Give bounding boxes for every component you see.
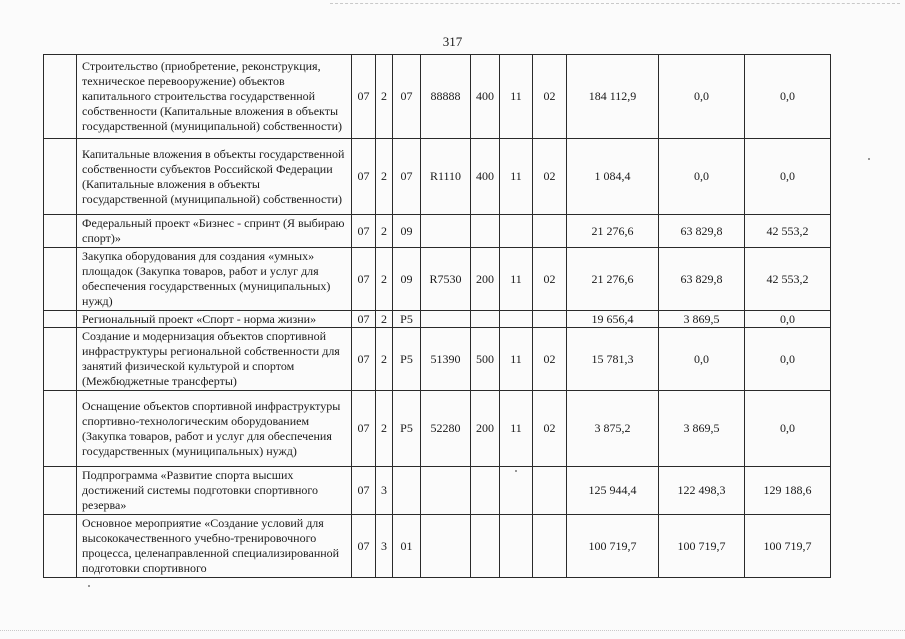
row-subsection: 2	[376, 328, 393, 391]
row-amount-year2: 63 829,8	[659, 248, 745, 311]
row-target-code: 88888	[421, 55, 471, 139]
row-index-cell	[44, 467, 77, 515]
scan-speck	[515, 470, 517, 472]
row-amount-year1: 19 656,4	[567, 311, 659, 328]
row-target-code: 52280	[421, 391, 471, 467]
row-code-a: 11	[500, 248, 533, 311]
scan-edge-bottom	[0, 630, 905, 631]
row-subsection: 2	[376, 311, 393, 328]
row-expense-type	[471, 311, 500, 328]
table-row	[44, 311, 831, 328]
row-name: Региональный проект «Спорт - норма жизни»	[77, 311, 352, 328]
row-subsection: 2	[376, 55, 393, 139]
row-code-b: 02	[533, 328, 567, 391]
row-subsection: 2	[376, 139, 393, 215]
row-section: 07	[352, 139, 376, 215]
row-code-b: 02	[533, 391, 567, 467]
row-code-a	[500, 515, 533, 578]
row-code-a: 11	[500, 328, 533, 391]
row-amount-year1: 21 276,6	[567, 215, 659, 248]
table-row	[44, 139, 831, 215]
row-code-b: 02	[533, 139, 567, 215]
row-index-cell	[44, 328, 77, 391]
row-subsection: 3	[376, 467, 393, 515]
row-subsection: 2	[376, 248, 393, 311]
row-expense-type: 500	[471, 328, 500, 391]
row-index-cell	[44, 311, 77, 328]
scan-speck	[88, 585, 90, 587]
row-index-cell	[44, 139, 77, 215]
row-code-b	[533, 515, 567, 578]
row-code-b	[533, 467, 567, 515]
row-name: Закупка оборудования для создания «умных» площадок (Закупка товаров, работ и услуг для обеспечения государственных (муниципальных) нужд)	[77, 248, 352, 311]
row-subsection: 3	[376, 515, 393, 578]
row-amount-year3: 0,0	[745, 55, 831, 139]
row-amount-year3: 42 553,2	[745, 248, 831, 311]
row-amount-year3: 42 553,2	[745, 215, 831, 248]
row-code-a: 11	[500, 391, 533, 467]
row-name: Основное мероприятие «Создание условий для высококачественного учебно-тренировочного процесса, целенаправленной специализированной подготовки спортивного	[77, 515, 352, 578]
row-target-code: R7530	[421, 248, 471, 311]
row-index-cell	[44, 515, 77, 578]
row-index-cell	[44, 391, 77, 467]
page-number: 317	[442, 34, 463, 49]
row-subsection: 2	[376, 215, 393, 248]
row-name: Строительство (приобретение, реконструкция, техническое перевооружение) объектов капитального строительства государственной собственности (Капитальные вложения в объекты государственной (муниципальной) собственности)	[77, 55, 352, 139]
row-index-cell	[44, 55, 77, 139]
row-program: 09	[393, 215, 421, 248]
row-index-cell	[44, 215, 77, 248]
row-amount-year3: 0,0	[745, 139, 831, 215]
row-amount-year2: 122 498,3	[659, 467, 745, 515]
row-amount-year1: 1 084,4	[567, 139, 659, 215]
row-subsection: 2	[376, 391, 393, 467]
row-expense-type	[471, 515, 500, 578]
scan-edge-top	[330, 3, 900, 4]
row-amount-year3: 0,0	[745, 391, 831, 467]
row-amount-year2: 0,0	[659, 139, 745, 215]
row-program: P5	[393, 311, 421, 328]
row-amount-year1: 100 719,7	[567, 515, 659, 578]
table-row	[44, 391, 831, 467]
row-code-a: 11	[500, 139, 533, 215]
row-section: 07	[352, 515, 376, 578]
row-amount-year1: 15 781,3	[567, 328, 659, 391]
row-code-a	[500, 215, 533, 248]
row-target-code	[421, 215, 471, 248]
row-target-code	[421, 515, 471, 578]
row-name: Подпрограмма «Развитие спорта высших достижений системы подготовки спортивного резерва»	[77, 467, 352, 515]
row-expense-type: 200	[471, 391, 500, 467]
row-code-a: 11	[500, 55, 533, 139]
row-code-b: 02	[533, 55, 567, 139]
row-expense-type	[471, 467, 500, 515]
row-name: Оснащение объектов спортивной инфраструктуры спортивно-технологическим оборудованием (Закупка товаров, работ и услуг для обеспечения государственных (муниципальных) нужд)	[77, 391, 352, 467]
row-program	[393, 467, 421, 515]
row-section: 07	[352, 248, 376, 311]
table-row	[44, 328, 831, 391]
row-amount-year3: 0,0	[745, 311, 831, 328]
row-code-b	[533, 311, 567, 328]
row-code-b	[533, 215, 567, 248]
row-target-code	[421, 467, 471, 515]
row-target-code: 51390	[421, 328, 471, 391]
row-amount-year2: 63 829,8	[659, 215, 745, 248]
row-section: 07	[352, 391, 376, 467]
row-target-code: R1110	[421, 139, 471, 215]
table-row	[44, 467, 831, 515]
table-row	[44, 215, 831, 248]
row-section: 07	[352, 55, 376, 139]
row-amount-year1: 125 944,4	[567, 467, 659, 515]
table-row	[44, 55, 831, 139]
row-amount-year2: 100 719,7	[659, 515, 745, 578]
row-index-cell	[44, 248, 77, 311]
scan-speck	[868, 158, 870, 160]
table-row	[44, 515, 831, 578]
row-amount-year2: 3 869,5	[659, 311, 745, 328]
row-amount-year2: 0,0	[659, 55, 745, 139]
row-expense-type: 400	[471, 139, 500, 215]
budget-table	[43, 54, 831, 578]
row-expense-type: 200	[471, 248, 500, 311]
row-expense-type	[471, 215, 500, 248]
row-code-a	[500, 311, 533, 328]
row-name: Капитальные вложения в объекты государственной собственности субъектов Российской Федерации (Капитальные вложения в объекты государственной (муниципальной) собственности)	[77, 139, 352, 215]
row-program: P5	[393, 391, 421, 467]
row-section: 07	[352, 467, 376, 515]
row-amount-year3: 129 188,6	[745, 467, 831, 515]
row-expense-type: 400	[471, 55, 500, 139]
row-amount-year3: 100 719,7	[745, 515, 831, 578]
row-code-b: 02	[533, 248, 567, 311]
row-program: 07	[393, 55, 421, 139]
row-code-a	[500, 467, 533, 515]
row-program: P5	[393, 328, 421, 391]
table-row	[44, 248, 831, 311]
row-program: 07	[393, 139, 421, 215]
row-amount-year1: 3 875,2	[567, 391, 659, 467]
row-target-code	[421, 311, 471, 328]
row-program: 09	[393, 248, 421, 311]
row-section: 07	[352, 215, 376, 248]
row-program: 01	[393, 515, 421, 578]
row-amount-year3: 0,0	[745, 328, 831, 391]
row-name: Создание и модернизация объектов спортивной инфраструктуры региональной собственности для занятий физической культурой и спортом (Межбюджетные трансферты)	[77, 328, 352, 391]
row-amount-year1: 21 276,6	[567, 248, 659, 311]
row-amount-year1: 184 112,9	[567, 55, 659, 139]
row-amount-year2: 0,0	[659, 328, 745, 391]
row-amount-year2: 3 869,5	[659, 391, 745, 467]
row-section: 07	[352, 311, 376, 328]
row-name: Федеральный проект «Бизнес - спринт (Я выбираю спорт)»	[77, 215, 352, 248]
row-section: 07	[352, 328, 376, 391]
